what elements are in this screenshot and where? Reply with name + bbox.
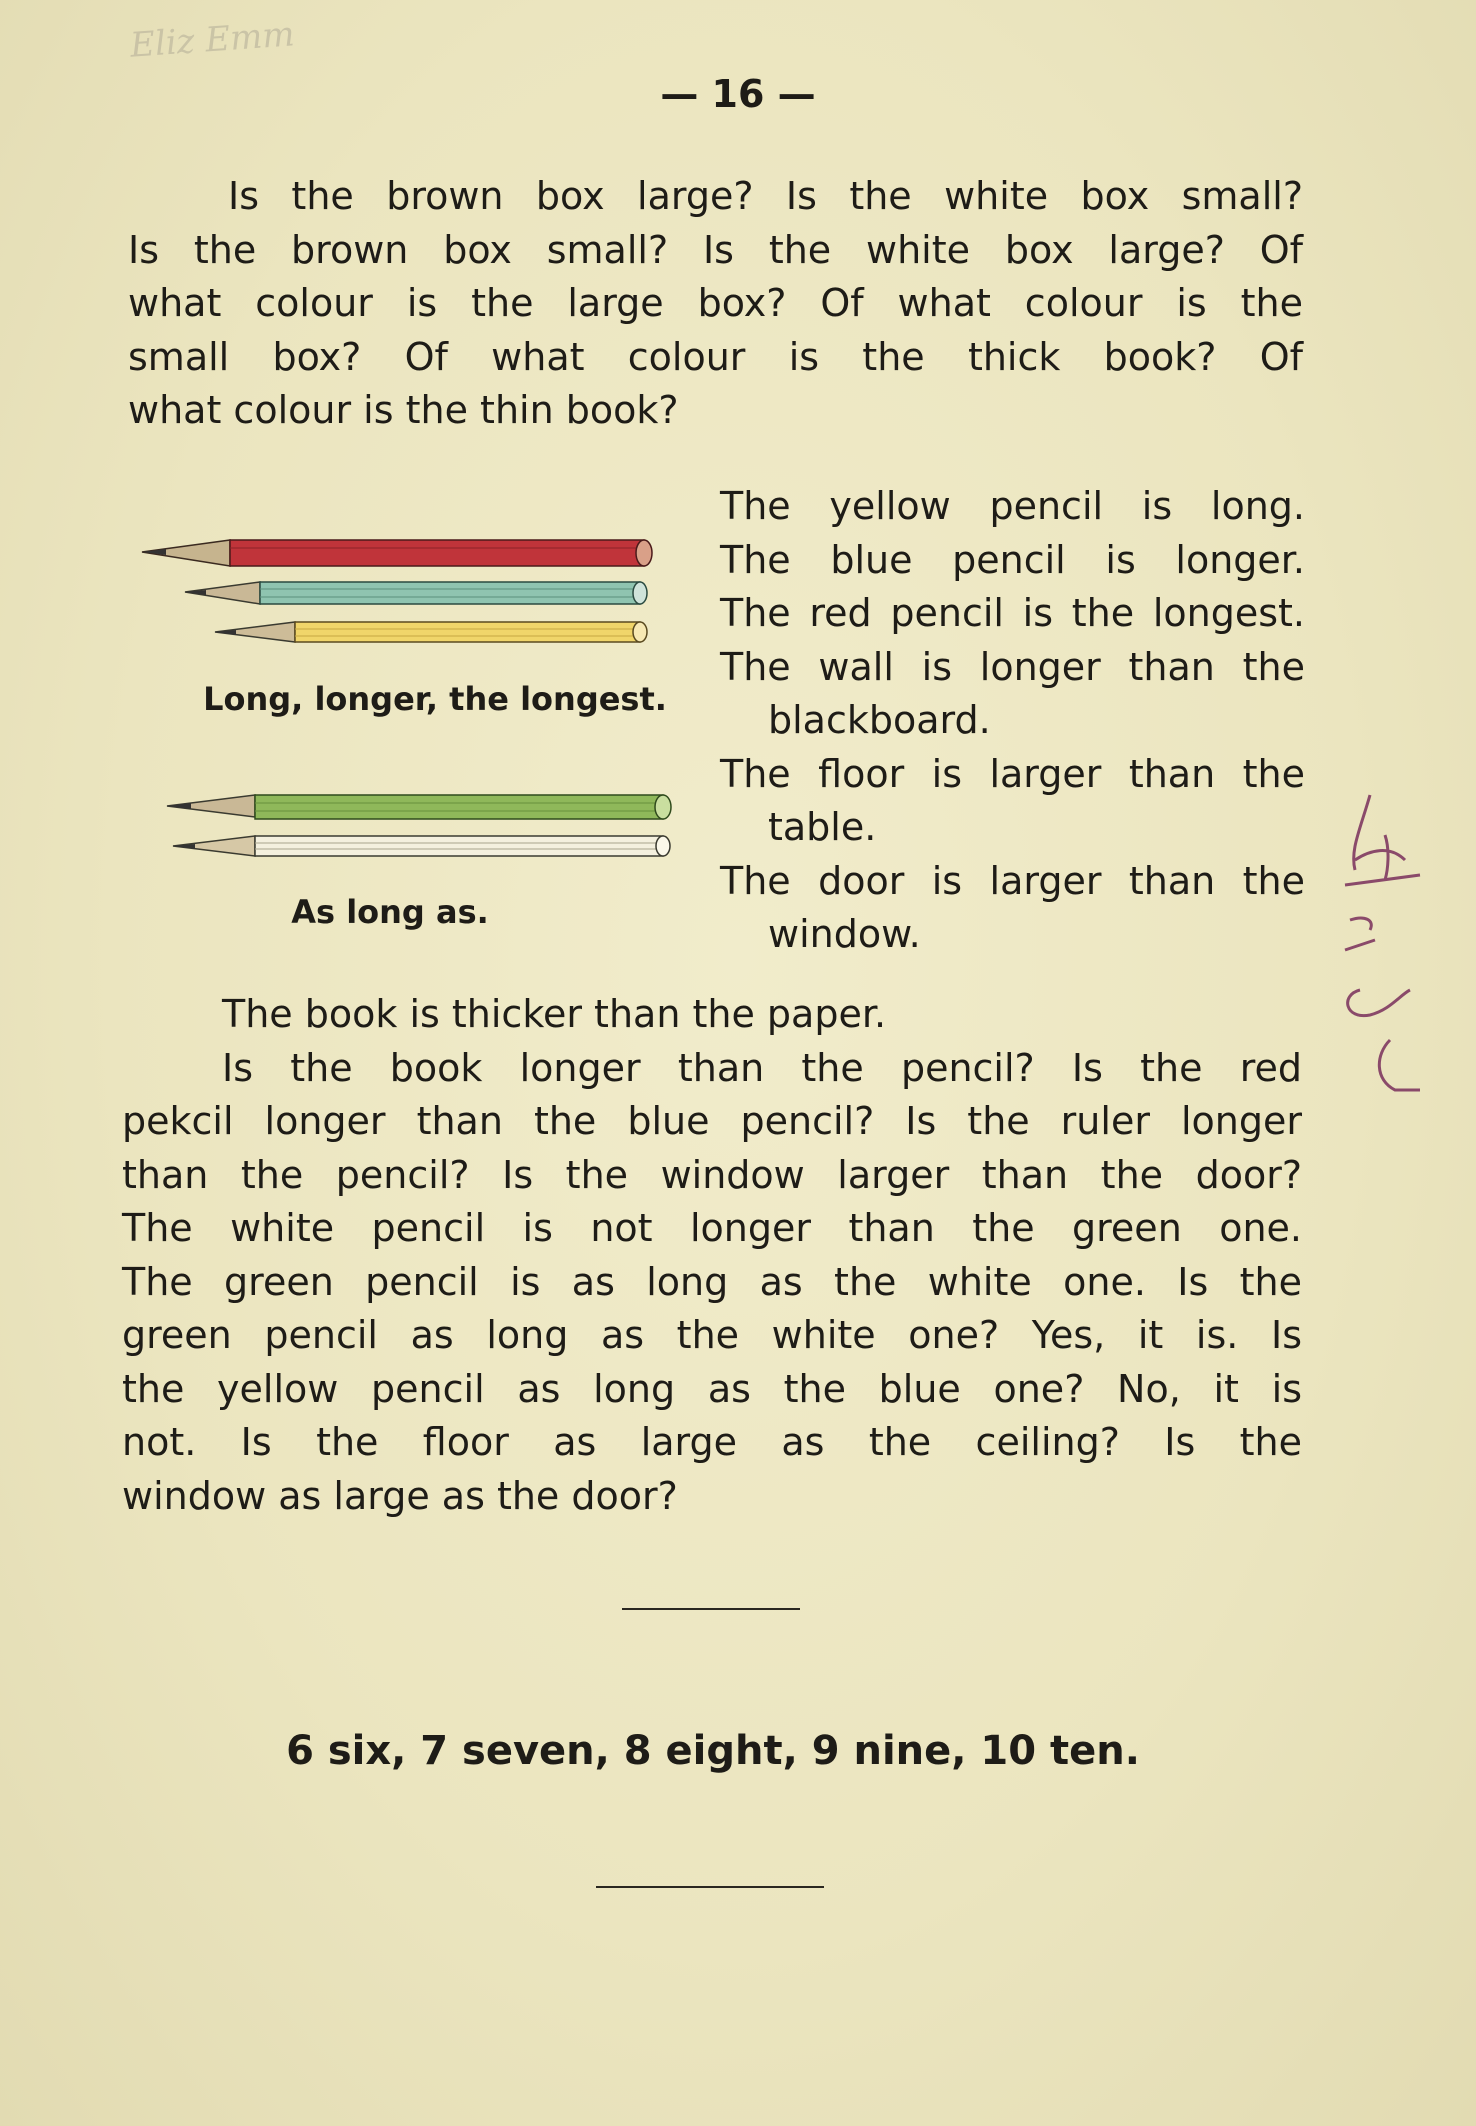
paragraph-line: The book is thicker than the paper. [222, 992, 887, 1036]
statement-line: The door is larger than the [720, 858, 1305, 903]
statement-line: The red pencil is the longest. [720, 591, 1305, 635]
statement-line: The wall is longer than the [720, 644, 1305, 689]
paragraph-questions [128, 170, 1303, 438]
faded-pencil-note: Eliz Emm [128, 14, 296, 66]
statement-continuation: blackboard. [768, 698, 991, 742]
white-pencil [173, 836, 670, 856]
pencils-long-longer-longest-illustration [140, 528, 670, 668]
statement-line: The blue pencil is longer. [720, 537, 1305, 582]
paragraph-line: The white pencil is not longer than the green one. [122, 1206, 1302, 1250]
blue-pencil [185, 582, 647, 604]
paragraph-line: Is the book longer than the pencil? Is the red [222, 1045, 1302, 1090]
numbers-line: 6 six, 7 seven, 8 eight, 9 nine, 10 ten. [286, 1728, 1140, 1774]
statement [720, 534, 1305, 588]
statement [720, 641, 1305, 748]
statement-continuation: table. [768, 805, 877, 849]
red-pencil [142, 540, 652, 566]
paragraph-line: what colour is the large box? Of what colour is the [128, 281, 1303, 325]
caption-as-long-as: As long as. [291, 893, 489, 931]
paragraph-line: window as large as the door? [122, 1473, 678, 1518]
paragraph-line: Is the brown box large? Is the white box small? [228, 174, 1303, 218]
statement [720, 587, 1305, 641]
paragraph-line: small box? Of what colour is the thick book? Of [128, 334, 1303, 379]
caption-long-longer-longest: Long, longer, the longest. [203, 680, 667, 718]
paragraph-line: not. Is the floor as large as the ceiling? Is the [122, 1420, 1302, 1464]
section-divider [622, 1608, 800, 1610]
statement-line: The floor is larger than the [720, 751, 1305, 796]
comparison-statements [720, 480, 1305, 962]
paragraph-line: the yellow pencil as long as the blue one? No, it is [122, 1366, 1302, 1411]
statement-continuation: window. [768, 912, 921, 956]
yellow-pencil [215, 622, 647, 642]
paragraph-line: The green pencil is as long as the white one. Is the [122, 1259, 1302, 1304]
paragraph-line: pekcil longer than the blue pencil? Is the ruler longer [122, 1099, 1302, 1143]
statement [720, 748, 1305, 855]
statement [720, 855, 1305, 962]
statement [720, 480, 1305, 534]
paragraph-line: what colour is the thin book? [128, 388, 679, 432]
paragraph-comparisons [122, 988, 1302, 1523]
handwritten-margin-mark [1330, 790, 1450, 1120]
statement-line: The yellow pencil is long. [720, 484, 1305, 528]
page-number: — 16 — [660, 72, 816, 116]
paragraph-line: than the pencil? Is the window larger than the door? [122, 1152, 1302, 1197]
pencils-as-long-as-illustration [165, 782, 695, 882]
section-divider [596, 1886, 824, 1888]
paragraph-line: green pencil as long as the white one? Yes, it is. Is [122, 1313, 1302, 1357]
green-pencil [167, 795, 671, 819]
paragraph-line: Is the brown box small? Is the white box large? Of [128, 227, 1303, 272]
